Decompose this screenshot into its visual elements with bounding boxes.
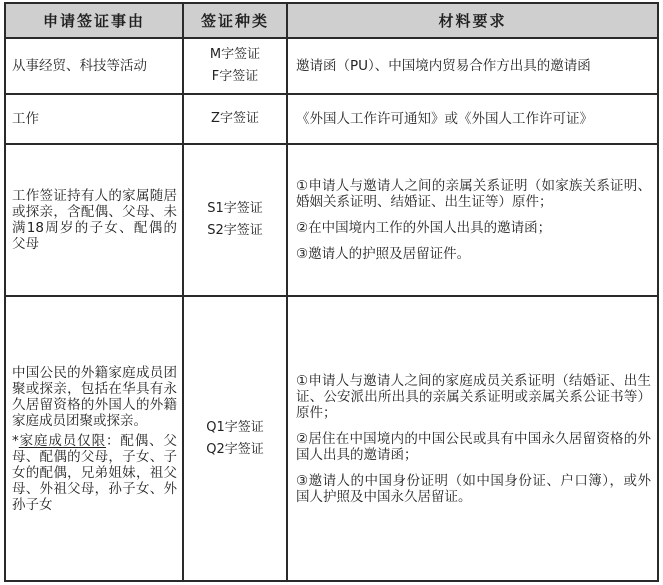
note-prefix: * [12,432,19,449]
visa-type-s1: S1字签证 [207,201,263,216]
reason-text: 工作签证持有人的家属随居或探亲，含配偶、父母、未满18周岁的子女、配偶的父母 [12,188,177,252]
visa-type-cell [183,296,287,581]
material-item: ③邀请人的护照及居留证件。 [296,246,471,262]
reason-text: 中国公民的外籍家庭成员团聚或探亲，包括在华具有永久居留资格的外国人的外籍家庭成员团聚或探亲。 [12,364,177,429]
visa-type-q1: Q1字签证 [206,419,264,435]
family-members-note [12,433,177,513]
reason-text: 工作 [12,111,39,127]
note-label: 家庭成员仅限 [18,432,106,449]
visa-type-cell [183,144,287,296]
material-item: ②居住在中国境内的中国公民或具有中国永久居留资格的外国人出具的邀请函； [296,430,651,463]
visa-type-s2: S2字签证 [207,223,263,238]
table-row [5,38,658,94]
visa-type-m: M字签证 [209,47,261,62]
reason-text: 从事经贸、科技等活动 [12,58,147,74]
material-item: ③邀请人的中国身份证明（如中国身份证、户口簿），或外国人护照及中国永久居留证。 [296,472,651,505]
visa-requirements-table [4,2,659,582]
header-reason: 申请签证事由 [5,3,183,38]
table-row [5,94,658,144]
materials-cell [287,296,658,581]
material-item: ①申请人与邀请人之间的家庭成员关系证明（结婚证、出生证、公安派出所出具的亲属关系证明或亲属关系公证书等）原件； [296,372,651,421]
material-item: ①申请人与邀请人之间的亲属关系证明（如家族关系证明、婚姻关系证明、结婚证、出生证等）原件； [296,178,651,210]
materials-cell [287,38,658,94]
visa-type-z: Z字签证 [211,111,259,126]
table-header-row [5,3,658,38]
table-row [5,144,658,296]
visa-type-f: F字签证 [211,69,259,84]
materials-cell [287,144,658,296]
materials-cell [287,94,658,144]
table-row [5,296,658,581]
visa-type-q2: Q2字签证 [206,441,264,457]
visa-type-cell [183,94,287,144]
reason-cell [5,296,183,581]
material-item: ②在中国境内工作的外国人出具的邀请函； [296,220,552,236]
material-item: 邀请函（PU）、中国境内贸易合作方出具的邀请函 [296,58,591,74]
note-rest: ：配偶、父母、配偶的父母，子女、子女的配偶，兄弟姐妹，祖父母、外祖父母，孙子女、外孙子女 [12,432,178,513]
header-materials: 材料要求 [287,3,658,38]
reason-cell [5,38,183,94]
material-item: 《外国人工作许可通知》或《外国人工作许可证》 [296,111,593,127]
header-visa-type: 签证种类 [183,3,287,38]
reason-cell [5,144,183,296]
reason-cell [5,94,183,144]
visa-type-cell [183,38,287,94]
